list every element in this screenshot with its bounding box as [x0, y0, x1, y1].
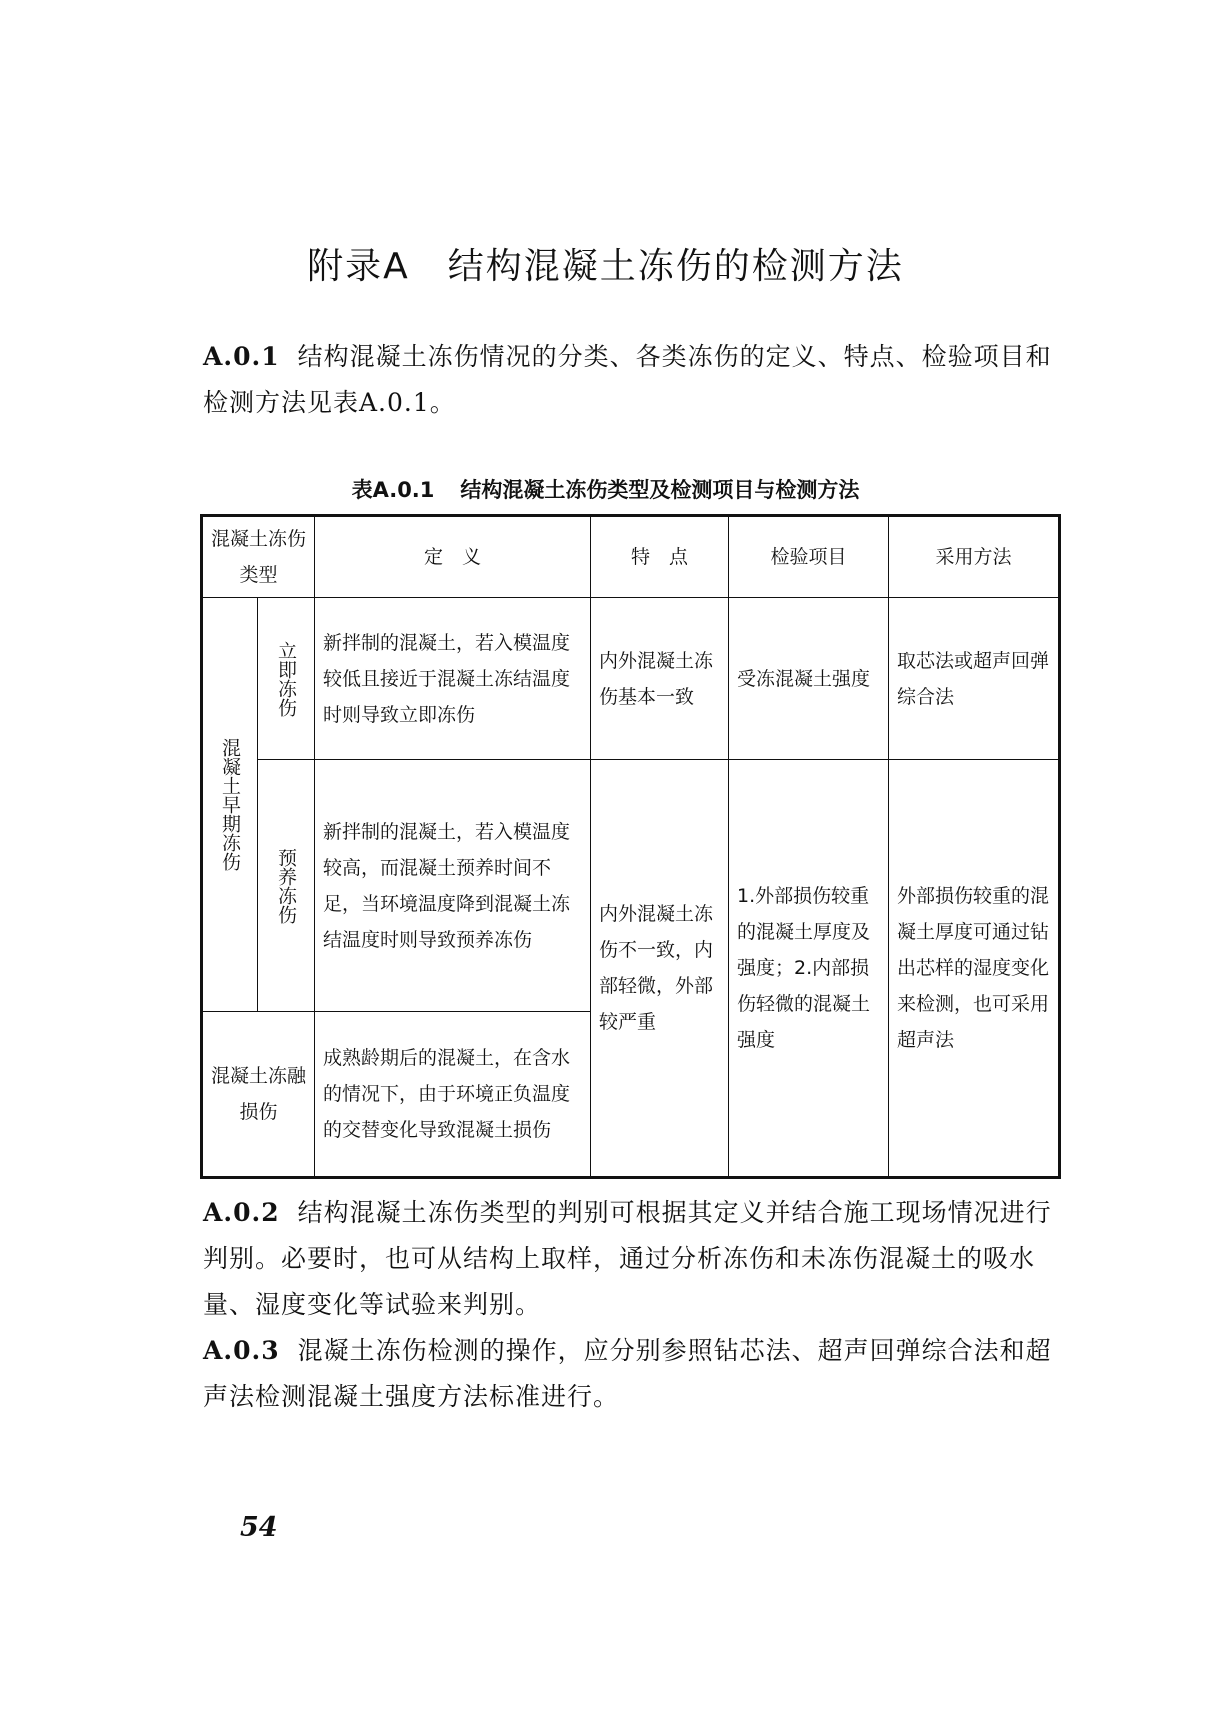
clause-number: A.0.1: [203, 342, 280, 371]
table-row-precure: [202, 760, 1060, 1012]
frost-damage-table: [200, 514, 1061, 1179]
clause-number: A.0.3: [203, 1336, 280, 1365]
page-number: 54: [240, 1512, 278, 1543]
clause-a02: [203, 1190, 1063, 1328]
clause-text: 混凝土冻伤检测的操作，应分别参照钻芯法、超声回弹综合法和超声法检测混凝土强度方法标准进行。: [203, 1336, 1052, 1411]
header-type: 混凝土冻伤类型: [202, 516, 315, 598]
clause-a03: [203, 1328, 1063, 1420]
header-item: 检验项目: [729, 516, 889, 598]
table-caption-text: 结构混凝土冻伤类型及检测项目与检测方法: [460, 478, 860, 502]
feature-immediate: 内外混凝土冻伤基本一致: [591, 598, 729, 760]
definition-immediate: 新拌制的混凝土，若入模温度较低且接近于混凝土冻结温度时则导致立即冻伤: [315, 598, 591, 760]
header-definition: 定 义: [315, 516, 591, 598]
definition-thaw: 成熟龄期后的混凝土，在含水的情况下，由于环境正负温度的交替变化导致混凝土损伤: [315, 1012, 591, 1178]
subtype-precure-cell: [258, 760, 315, 1012]
subtype-precure-label: 预养冻伤: [275, 847, 297, 924]
method-shared: 外部损伤较重的混凝土厚度可通过钻出芯样的湿度变化来检测，也可采用超声法: [889, 760, 1060, 1178]
group-early-cell: [202, 598, 258, 1012]
clause-a01: [203, 334, 1063, 426]
header-feature: 特 点: [591, 516, 729, 598]
table-row-immediate: [202, 598, 1060, 760]
subtype-immediate-cell: [258, 598, 315, 760]
clause-number: A.0.2: [203, 1198, 280, 1227]
subtype-immediate-label: 立即冻伤: [275, 640, 297, 717]
group-early-label: 混凝土早期冻伤: [219, 738, 241, 871]
table-header-row: [202, 516, 1060, 598]
method-immediate: 取芯法或超声回弹综合法: [889, 598, 1060, 760]
table-caption: [0, 474, 1211, 504]
type-thaw: 混凝土冻融损伤: [202, 1012, 315, 1178]
definition-precure: 新拌制的混凝土，若入模温度较高，而混凝土预养时间不足，当环境温度降到混凝土冻结温度时则导致预养冻伤: [315, 760, 591, 1012]
item-immediate: 受冻混凝土强度: [729, 598, 889, 760]
clause-text: 结构混凝土冻伤类型的判别可根据其定义并结合施工现场情况进行判别。必要时，也可从结构上取样，通过分析冻伤和未冻伤混凝土的吸水量、湿度变化等试验来判别。: [203, 1198, 1052, 1319]
clause-text: 结构混凝土冻伤情况的分类、各类冻伤的定义、特点、检验项目和检测方法见表A.0.1。: [203, 342, 1052, 417]
feature-shared: 内外混凝土冻伤不一致，内部轻微，外部较严重: [591, 760, 729, 1178]
item-shared: 1.外部损伤较重的混凝土厚度及强度；2.内部损伤轻微的混凝土强度: [729, 760, 889, 1178]
table-caption-number: 表A.0.1: [351, 478, 435, 502]
page-title: 附录A 结构混凝土冻伤的检测方法: [307, 246, 904, 287]
header-method: 采用方法: [889, 516, 1060, 598]
